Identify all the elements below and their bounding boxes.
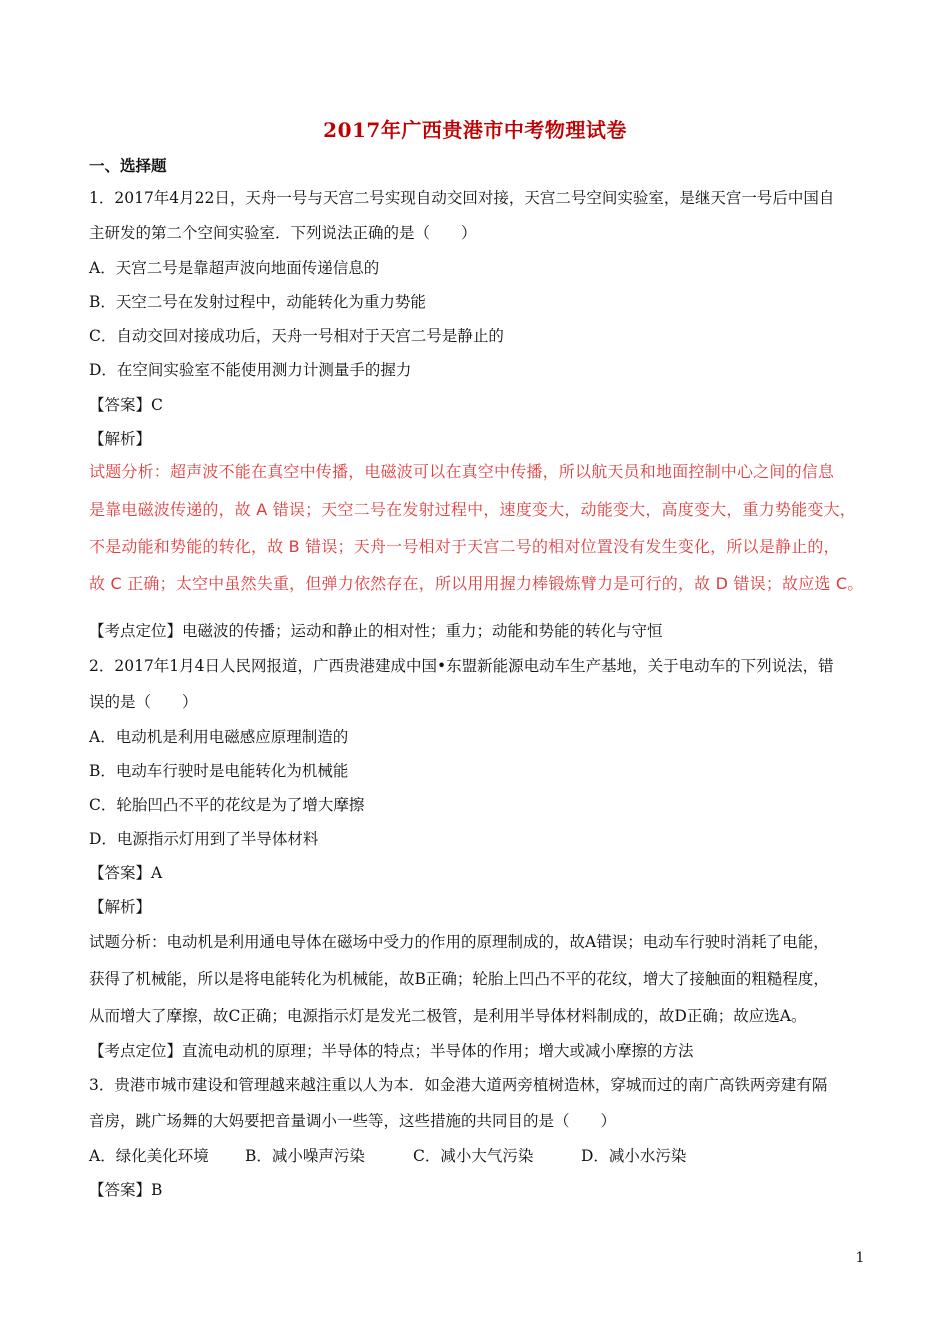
q1-analysis-line1: 试题分析：超声波不能在真空中传播，电磁波可以在真空中传播，所以航天员和地面控制中心之间的信息 bbox=[89, 462, 835, 481]
q2-analysis-label: 【解析】 bbox=[89, 898, 152, 916]
q2-stem-line1: 2．2017年1月4日人民网报道，广西贵港建成中国•东盟新能源电动车生产基地，关于电动车的下列说法，错 bbox=[89, 657, 834, 675]
q1-option-d: D．在空间实验室不能使用测力计测量手的握力 bbox=[89, 361, 412, 379]
q2-option-b: B．电动车行驶时是电能转化为机械能 bbox=[89, 762, 349, 780]
q1-answer: 【答案】C bbox=[89, 396, 163, 414]
q1-stem-line1: 1．2017年4月22日，天舟一号与天宫二号实现自动交回对接，天宫二号空间实验室，是继天宫一号后中国自 bbox=[89, 189, 835, 207]
q1-analysis-line4: 故 C 正确；太空中虽然失重，但弹力依然存在，所以用用握力棒锻炼臂力是可行的，故 D 错误；故应选 C。 bbox=[89, 574, 864, 593]
q3-options bbox=[89, 1146, 869, 1166]
q2-analysis-line2: 获得了机械能，所以是将电能转化为机械能，故B正确；轮胎上凹凸不平的花纹，增大了接触面的粗糙程度， bbox=[89, 970, 829, 988]
q1-analysis-label: 【解析】 bbox=[89, 430, 152, 448]
q2-analysis-line1: 试题分析：电动机是利用通电导体在磁场中受力的作用的原理制成的，故A错误；电动车行驶时消耗了电能， bbox=[89, 933, 829, 951]
q3-answer: 【答案】B bbox=[89, 1181, 163, 1199]
q1-analysis-line3: 不是动能和势能的转化，故 B 错误；天舟一号相对于天宫二号的相对位置没有发生变化，所以是静止的， bbox=[89, 537, 840, 556]
q1-stem-line2: 主研发的第二个空间实验室．下列说法正确的是（ ） bbox=[89, 224, 477, 242]
q2-option-c: C．轮胎凹凸不平的花纹是为了增大摩擦 bbox=[89, 796, 365, 814]
q2-option-a: A．电动机是利用电磁感应原理制造的 bbox=[89, 728, 349, 746]
q3-stem-line1: 3．贵港市城市建设和管理越来越注重以人为本．如金港大道两旁植树造林，穿城而过的南广高铁两旁建有隔 bbox=[89, 1076, 828, 1094]
q1-option-c: C．自动交回对接成功后，天舟一号相对于天宫二号是静止的 bbox=[89, 327, 504, 345]
q1-option-b: B．天空二号在发射过程中，动能转化为重力势能 bbox=[89, 293, 426, 311]
q3-option-b: B．减小噪声污染 bbox=[245, 1147, 365, 1165]
q3-option-d: D．减小水污染 bbox=[581, 1147, 687, 1165]
section-heading: 一、选择题 bbox=[89, 156, 167, 175]
q3-stem-line2: 音房，跳广场舞的大妈要把音量调小一些等，这些措施的共同目的是（ ） bbox=[89, 1112, 617, 1130]
q1-kaodian: 【考点定位】电磁波的传播；运动和静止的相对性；重力；动能和势能的转化与守恒 bbox=[89, 622, 663, 640]
q1-analysis-line2: 是靠电磁波传递的，故 A 错误；天空二号在发射过程中，速度变大，动能变大，高度变大，重力势能变大， bbox=[89, 500, 856, 519]
q2-kaodian: 【考点定位】直流电动机的原理；半导体的特点；半导体的作用；增大或减小摩擦的方法 bbox=[89, 1042, 694, 1060]
q2-stem-line2: 误的是（ ） bbox=[89, 693, 198, 711]
q2-option-d: D．电源指示灯用到了半导体材料 bbox=[89, 830, 319, 848]
q2-analysis-line3: 从而增大了摩擦，故C正确；电源指示灯是发光二极管，是利用半导体材料制成的，故D正确；故应选A。 bbox=[89, 1007, 807, 1025]
q2-answer: 【答案】A bbox=[89, 864, 163, 882]
q3-option-c: C．减小大气污染 bbox=[413, 1147, 534, 1165]
page-number: 1 bbox=[855, 1250, 865, 1266]
q1-option-a: A．天宫二号是靠超声波向地面传递信息的 bbox=[89, 259, 380, 277]
q3-option-a: A．绿化美化环境 bbox=[89, 1147, 209, 1165]
page-title: 2017年广西贵港市中考物理试卷 bbox=[323, 118, 627, 142]
